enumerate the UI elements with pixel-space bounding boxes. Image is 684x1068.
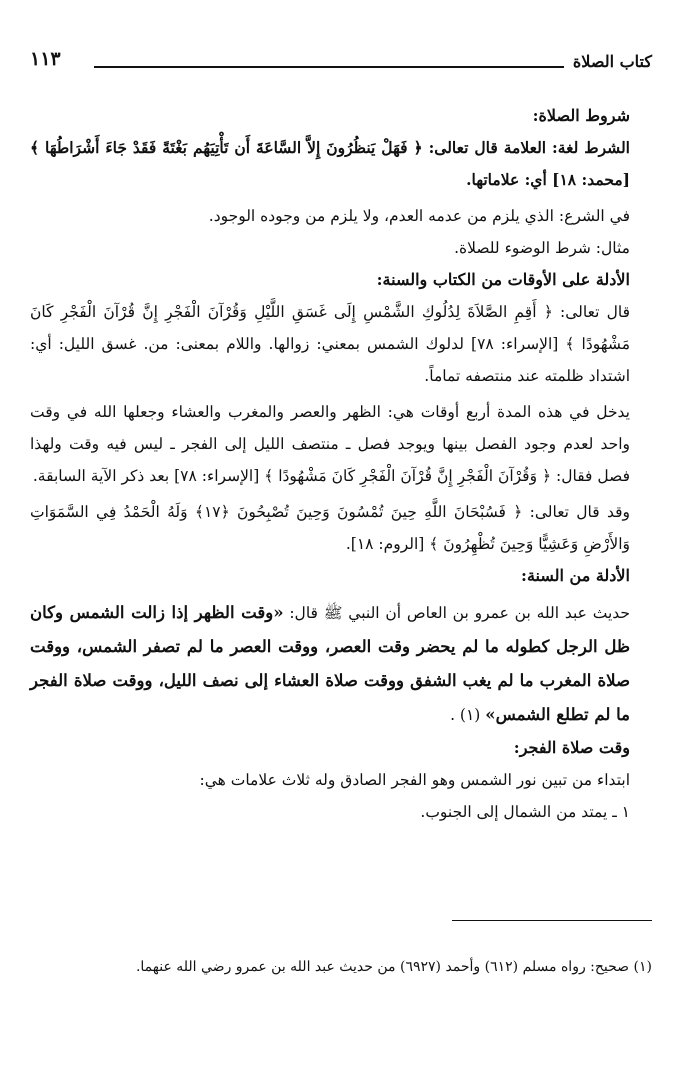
heading-conditions: شروط الصلاة: bbox=[532, 106, 630, 125]
page-number: ١١٣ bbox=[30, 48, 61, 70]
heading-fajr: وقت صلاة الفجر: bbox=[513, 738, 630, 757]
heading-evidence: الأدلة على الأوقات من الكتاب والسنة: bbox=[376, 270, 630, 289]
page-body bbox=[30, 100, 652, 828]
fajr-start: ابتداء من تبين نور الشمس وهو الفجر الصادق وله ثلاث علامات هي: bbox=[199, 771, 630, 789]
chapter-title: كتاب الصلاة bbox=[572, 52, 652, 71]
footnote: (١) صحيح: رواه مسلم (٦١٢) وأحمد (٦٩٢٧) من حديث عبد الله بن عمرو رضي الله عنهما. bbox=[135, 959, 652, 975]
definition-sharia: في الشرع: الذي يلزم من عدمه العدم، ولا يلزم من وجوده الوجود. bbox=[208, 207, 630, 225]
definition-language: الشرط لغة: العلامة قال تعالى: ﴿ فَهَلْ يَنظُرُونَ إِلاَّ السَّاعَةَ أَن تَأْتِيَهُم بَغْتَةً فَقَدْ جَاءَ أَشْرَاطُهَا ﴾ [محمد: ١٨] أي: علاماتها. bbox=[30, 138, 630, 189]
hadith-text: «وقت الظهر إذا زالت الشمس وكان ظل الرجل كطوله ما لم يحضر وقت العصر، ووقت العصر ما لم تصفر الشمس، ووقت صلاة المغرب ما لم يغب الشفق ووقت صلاة العشاء إلى نصف الليل، ووقت صلاة الفجر ما لم تطلع الشمس» bbox=[30, 603, 630, 724]
heading-sunnah: الأدلة من السنة: bbox=[521, 566, 630, 585]
footnote-rule bbox=[452, 920, 652, 921]
verse-isra-paragraph: قال تعالى: ﴿ أَقِمِ الصَّلاَةَ لِدُلُوكِ الشَّمْسِ إِلَى غَسَقِ اللَّيْلِ وَقُرْآنَ الْفَجْرِ إِنَّ قُرْآنَ الْفَجْرِ كَانَ مَشْهُودًا ﴾ [الإسراء: ٧٨] لدلوك الشمس بمعني: زوالها. واللام بمعنى: من. غسق الليل: أي: اشتداد ظلمته عند منتصفه تماماً. bbox=[30, 303, 631, 385]
page-header bbox=[30, 36, 652, 76]
hadith-reference: (١) . bbox=[450, 706, 481, 724]
times-paragraph: يدخل في هذه المدة أربع أوقات هي: الظهر والعصر والمغرب والعشاء وجعلها الله في وقت واحد لعدم وجود الفصل بينها ويوجد فصل ـ منتصف الليل إلى الفجر ـ ليس فيه وقت ولهذا فصل فقال: ﴿ وَقُرْآنَ الْفَجْرِ إِنَّ قُرْآنَ الْفَجْرِ كَانَ مَشْهُودًا ﴾ [الإسراء: ٧٨] بعد ذكر الآية السابقة. bbox=[30, 403, 630, 485]
verse-rum-paragraph: وقد قال تعالى: ﴿ فَسُبْحَانَ اللَّهِ حِينَ تُمْسُونَ وَحِينَ تُصْبِحُونَ ﴿١٧﴾ وَلَهُ الْحَمْدُ فِي السَّمَوَاتِ وَالأَرْضِ وَعَشِيًّا وَحِينَ تُظْهِرُونَ ﴾ [الروم: ١٨]. bbox=[30, 503, 630, 553]
fajr-sign-1: ١ ـ يمتد من الشمال إلى الجنوب. bbox=[420, 803, 630, 821]
hadith-paragraph bbox=[30, 596, 652, 732]
hadith-intro: حديث عبد الله بن عمرو بن العاص أن النبي ﷺ قال: bbox=[283, 604, 630, 622]
header-rule bbox=[94, 66, 564, 68]
example-line: مثال: شرط الوضوء للصلاة. bbox=[454, 239, 630, 257]
book-page bbox=[30, 36, 652, 1046]
